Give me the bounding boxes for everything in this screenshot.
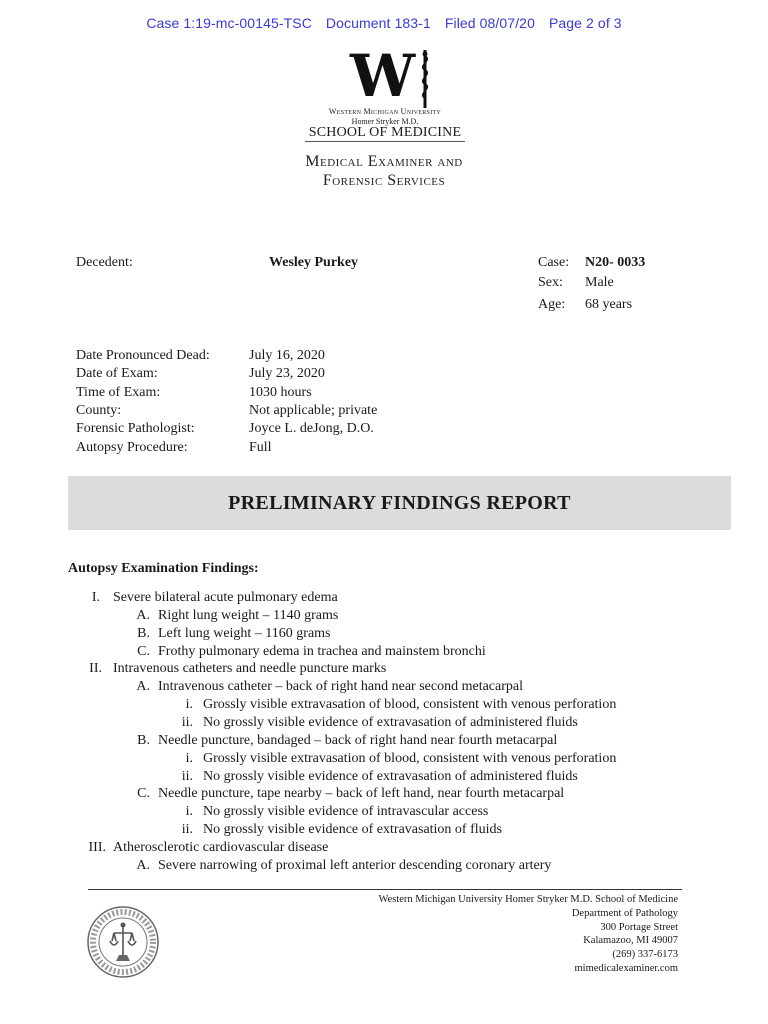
case-number: Case 1:19-mc-00145-TSC — [146, 15, 312, 31]
department-line-2: Forensic Services — [322, 172, 446, 189]
logo-letter: W — [350, 42, 413, 110]
finding-number: ii. — [181, 822, 193, 837]
finding-text: Needle puncture, tape nearby – back of left hand, near fourth metacarpal — [158, 786, 565, 801]
detail-value-date-pronounced: July 16, 2020 — [249, 348, 325, 363]
rod-of-asclepius-icon — [413, 48, 437, 110]
finding-number: C. — [137, 786, 150, 801]
footer-city: Kalamazoo, MI 49007 — [583, 935, 678, 947]
finding-text: Atherosclerotic cardiovascular disease — [113, 840, 329, 855]
finding-text: Severe narrowing of proximal left anterior descending coronary artery — [158, 858, 552, 873]
department-title — [250, 152, 518, 190]
filed-date: Filed 08/07/20 — [444, 15, 535, 31]
logo-homer-stryker: Homer Stryker M.D. — [351, 117, 419, 126]
finding-number: A. — [136, 858, 150, 873]
finding-number: ii. — [181, 715, 193, 730]
detail-label-pathologist: Forensic Pathologist: — [76, 421, 195, 436]
finding-number: A. — [136, 679, 150, 694]
detail-value-pathologist: Joyce L. deJong, D.O. — [249, 421, 374, 436]
footer-address — [300, 893, 678, 976]
finding-text: Left lung weight – 1160 grams — [158, 626, 331, 641]
finding-number: i. — [185, 697, 193, 712]
report-title: PRELIMINARY FINDINGS REPORT — [228, 491, 571, 514]
sex-value: Male — [585, 275, 614, 290]
detail-value-time-exam: 1030 hours — [249, 385, 312, 400]
sex-label: Sex: — [538, 275, 563, 290]
detail-label-county: County: — [76, 403, 122, 418]
finding-text: Severe bilateral acute pulmonary edema — [113, 590, 338, 605]
finding-text: No grossly visible evidence of extravasation of administered fluids — [203, 715, 578, 730]
finding-number: B. — [137, 733, 150, 748]
finding-text: No grossly visible evidence of intravascular access — [203, 804, 489, 819]
finding-text: Right lung weight – 1140 grams — [158, 608, 339, 623]
finding-text: Needle puncture, bandaged – back of right hand near fourth metacarpal — [158, 733, 558, 748]
report-title-banner — [68, 476, 731, 530]
finding-number: III. — [88, 840, 106, 855]
detail-label-time-exam: Time of Exam: — [76, 385, 161, 400]
detail-label-procedure: Autopsy Procedure: — [76, 440, 188, 455]
finding-number: II. — [89, 661, 102, 676]
age-value: 68 years — [585, 297, 633, 312]
finding-number: A. — [136, 608, 150, 623]
detail-value-procedure: Full — [249, 440, 272, 455]
finding-text: Intravenous catheter – back of right hand near second metacarpal — [158, 679, 523, 694]
footer-divider — [88, 889, 682, 890]
department-line-1: Medical Examiner and — [305, 153, 463, 170]
decedent-label: Decedent: — [76, 255, 133, 270]
case-label: Case: — [538, 255, 570, 270]
age-label: Age: — [538, 297, 566, 312]
page-indicator: Page 2 of 3 — [548, 15, 622, 31]
findings-list — [0, 589, 768, 879]
detail-label-date-pronounced: Date Pronounced Dead: — [76, 348, 210, 363]
detail-value-date-exam: July 23, 2020 — [249, 366, 325, 381]
finding-text: Intravenous catheters and needle puncture marks — [113, 661, 387, 676]
logo-divider — [305, 141, 465, 142]
case-value: N20- 0033 — [585, 255, 646, 270]
finding-text: Grossly visible extravasation of blood, consistent with venous perforation — [203, 751, 617, 766]
decedent-name: Wesley Purkey — [269, 255, 359, 270]
document-number: Document 183-1 — [325, 15, 431, 31]
logo-university: Western Michigan University — [328, 107, 442, 116]
finding-text: Frothy pulmonary edema in trachea and mainstem bronchi — [158, 644, 486, 659]
court-filing-header — [0, 15, 768, 31]
finding-number: i. — [185, 804, 193, 819]
finding-text: No grossly visible evidence of extravasation of administered fluids — [203, 769, 578, 784]
finding-number: C. — [137, 644, 150, 659]
finding-number: i. — [185, 751, 193, 766]
finding-text: No grossly visible evidence of extravasation of fluids — [203, 822, 502, 837]
finding-text: Grossly visible extravasation of blood, consistent with venous perforation — [203, 697, 617, 712]
finding-number: B. — [137, 626, 150, 641]
detail-label-date-exam: Date of Exam: — [76, 366, 158, 381]
footer-street: 300 Portage Street — [600, 921, 678, 933]
association-seal-icon — [86, 905, 160, 979]
finding-number: ii. — [181, 769, 193, 784]
footer-website: mimedicalexaminer.com — [574, 962, 678, 974]
findings-heading: Autopsy Examination Findings: — [68, 561, 259, 576]
footer-phone: (269) 337-6173 — [612, 949, 678, 961]
detail-value-county: Not applicable; private — [249, 403, 378, 418]
footer-department: Department of Pathology — [571, 907, 678, 919]
logo-school: SCHOOL OF MEDICINE — [308, 125, 462, 140]
footer-institution: Western Michigan University Homer Stryker M.D. School of Medicine — [378, 894, 678, 905]
finding-number: I. — [91, 590, 100, 605]
